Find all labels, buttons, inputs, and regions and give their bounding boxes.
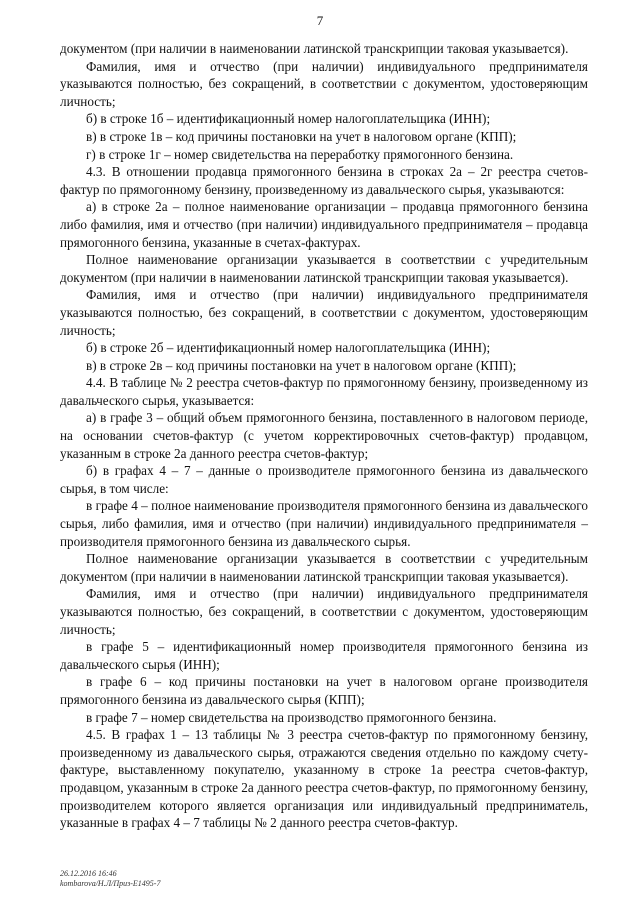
paragraph: Фамилия, имя и отчество (при наличии) индивидуального предпринимателя указываются полностью, без сокращений, в соответствии с документом, удостоверяющим личность; — [60, 287, 588, 338]
paragraph: б) в графах 4 – 7 – данные о производителе прямогонного бензина из давальческого сырья, в том числе: — [60, 463, 588, 496]
paragraph: 4.3. В отношении продавца прямогонного бензина в строках 2а – 2г реестра счетов-фактур по прямогонному бензину, произведенному из давальческого сырья, указываются: — [60, 164, 588, 197]
document-footer — [60, 869, 160, 889]
footer-timestamp: 26.12.2016 16:46 — [60, 869, 117, 878]
paragraph: Фамилия, имя и отчество (при наличии) индивидуального предпринимателя указываются полностью, без сокращений, в соответствии с документом, удостоверяющим личность; — [60, 58, 588, 109]
paragraph: а) в строке 2а – полное наименование организации – продавца прямогонного бензина либо фамилия, имя и отчество (при наличии) индивидуального предпринимателя – продавца прямогонного бензина, указанные в счетах-фактурах. — [60, 199, 588, 250]
paragraph: Фамилия, имя и отчество (при наличии) индивидуального предпринимателя указываются полностью, без сокращений, в соответствии с документом, удостоверяющим личность; — [60, 586, 588, 637]
paragraph: в графе 7 – номер свидетельства на производство прямогонного бензина. — [86, 709, 497, 725]
paragraph: в графе 4 – полное наименование производителя прямогонного бензина из давальческого сырья, либо фамилия, имя и отчество (при наличии) индивидуального предпринимателя – производителя прямогонного бензина из давальческого сырья. — [60, 498, 588, 549]
footer-file-reference: kombarova/Н.Л/Приз-Е1495-7 — [60, 879, 161, 888]
paragraph: в графе 6 – код причины постановки на учет в налоговом органе производителя прямогонного бензина из давальческого сырья (КПП); — [60, 674, 588, 707]
document-body — [60, 40, 588, 832]
paragraph: б) в строке 1б – идентификационный номер налогоплательщика (ИНН); — [86, 111, 491, 127]
paragraph: Полное наименование организации указывается в соответствии с учредительным документом (при наличии в наименовании латинской транскрипции таковая указывается). — [60, 252, 588, 285]
paragraph: б) в строке 2б – идентификационный номер налогоплательщика (ИНН); — [86, 340, 491, 356]
paragraph: в графе 5 – идентификационный номер производителя прямогонного бензина из давальческого сырья (ИНН); — [60, 639, 588, 672]
paragraph: а) в графе 3 – общий объем прямогонного бензина, поставленного в налоговом периоде, на основании счетов-фактур (с учетом корректировочных счетов-фактур) продавцом, указанным в строке 2а данного реестра счетов-фактур; — [60, 410, 588, 461]
paragraph: 4.5. В графах 1 – 13 таблицы № 3 реестра счетов-фактур по прямогонному бензину, произведенному из давальческого сырья, отражаются сведения отдельно по каждому счету-фактуре, выставленному покупателю, указанному в строке 1а реестра счетов-фактур, продавцом, указанным в строке 2а данного реестра счетов-фактур, по прямогонному бензину, производителем которого является организация или индивидуальный предприниматель, указанные в графах 4 – 7 таблицы № 2 данного реестра счетов-фактур. — [60, 727, 588, 831]
paragraph: Полное наименование организации указывается в соответствии с учредительным документом (при наличии в наименовании латинской транскрипции таковая указывается). — [60, 551, 588, 584]
paragraph: в) в строке 1в – код причины постановки на учет в налоговом органе (КПП); — [86, 128, 517, 144]
page-number: 7 — [316, 13, 324, 28]
paragraph: документом (при наличии в наименовании латинской транскрипции таковая указывается). — [60, 41, 569, 56]
paragraph: 4.4. В таблице № 2 реестра счетов-фактур по прямогонному бензину, произведенному из давальческого сырья, указывается: — [60, 375, 588, 408]
paragraph: в) в строке 2в – код причины постановки на учет в налоговом органе (КПП); — [86, 357, 517, 373]
paragraph: г) в строке 1г – номер свидетельства на переработку прямогонного бензина. — [86, 146, 514, 162]
